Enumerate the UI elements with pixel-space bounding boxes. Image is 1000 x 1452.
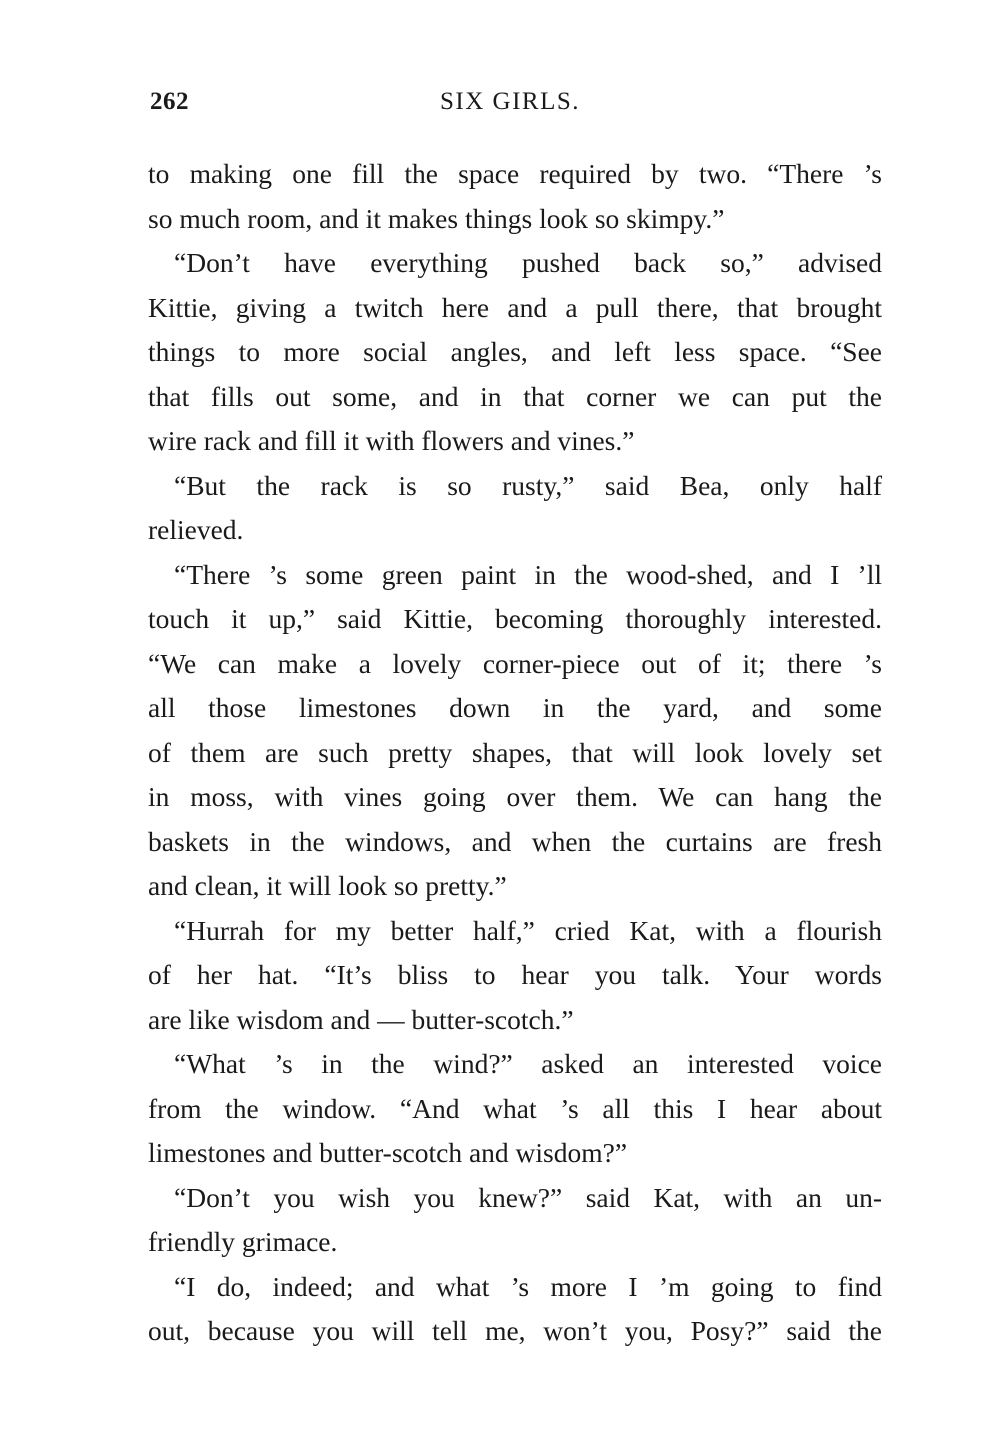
text-line: touch it up,” said Kittie, becoming thoroughly interested. <box>148 603 882 634</box>
text-line: of her hat. “It’s bliss to hear you talk. Your words <box>148 959 882 990</box>
text-line: are like wisdom and — butter-scotch.” <box>148 1003 574 1035</box>
text-line: and clean, it will look so pretty.” <box>148 870 507 901</box>
page-number: 262 <box>150 88 189 115</box>
running-title: SIX GIRLS. <box>440 88 581 115</box>
body-text <box>148 152 882 1354</box>
text-line: of them are such pretty shapes, that will look lovely set <box>148 736 882 768</box>
text-line: that fills out some, and in that corner we can put the <box>148 380 882 412</box>
text-line: “We can make a lovely corner-piece out of it; there ’s <box>148 647 882 679</box>
text-line: things to more social angles, and left less space. “See <box>148 336 882 367</box>
text-line: “I do, indeed; and what ’s more I ’m going to find <box>174 1270 882 1302</box>
text-line: “Don’t you wish you knew?” said Kat, with an un- <box>174 1181 882 1213</box>
text-line: “Hurrah for my better half,” cried Kat, with a flourish <box>174 914 882 946</box>
text-line: baskets in the windows, and when the curtains are fresh <box>148 825 882 857</box>
text-line: “But the rack is so rusty,” said Bea, only half <box>174 469 882 501</box>
text-line: Kittie, giving a twitch here and a pull there, that brought <box>148 291 882 323</box>
text-line: in moss, with vines going over them. We can hang the <box>148 781 882 812</box>
page-header <box>150 88 880 128</box>
text-line: relieved. <box>148 514 244 545</box>
text-line: “There ’s some green paint in the wood-shed, and I ’ll <box>174 558 882 590</box>
text-line: wire rack and fill it with flowers and vines.” <box>148 425 635 456</box>
text-line: to making one fill the space required by two. “There ’s <box>148 158 882 189</box>
text-line: all those limestones down in the yard, and some <box>148 692 882 723</box>
text-line: friendly grimace. <box>148 1226 338 1257</box>
text-line: “What ’s in the wind?” asked an interested voice <box>174 1048 882 1079</box>
text-line: from the window. “And what ’s all this I hear about <box>148 1092 882 1124</box>
text-line: out, because you will tell me, won’t you, Posy?” said the <box>148 1315 882 1346</box>
text-line: so much room, and it makes things look so skimpy.” <box>148 202 725 234</box>
text-line: “Don’t have everything pushed back so,” advised <box>174 247 882 278</box>
text-line: limestones and butter-scotch and wisdom?” <box>148 1137 628 1168</box>
